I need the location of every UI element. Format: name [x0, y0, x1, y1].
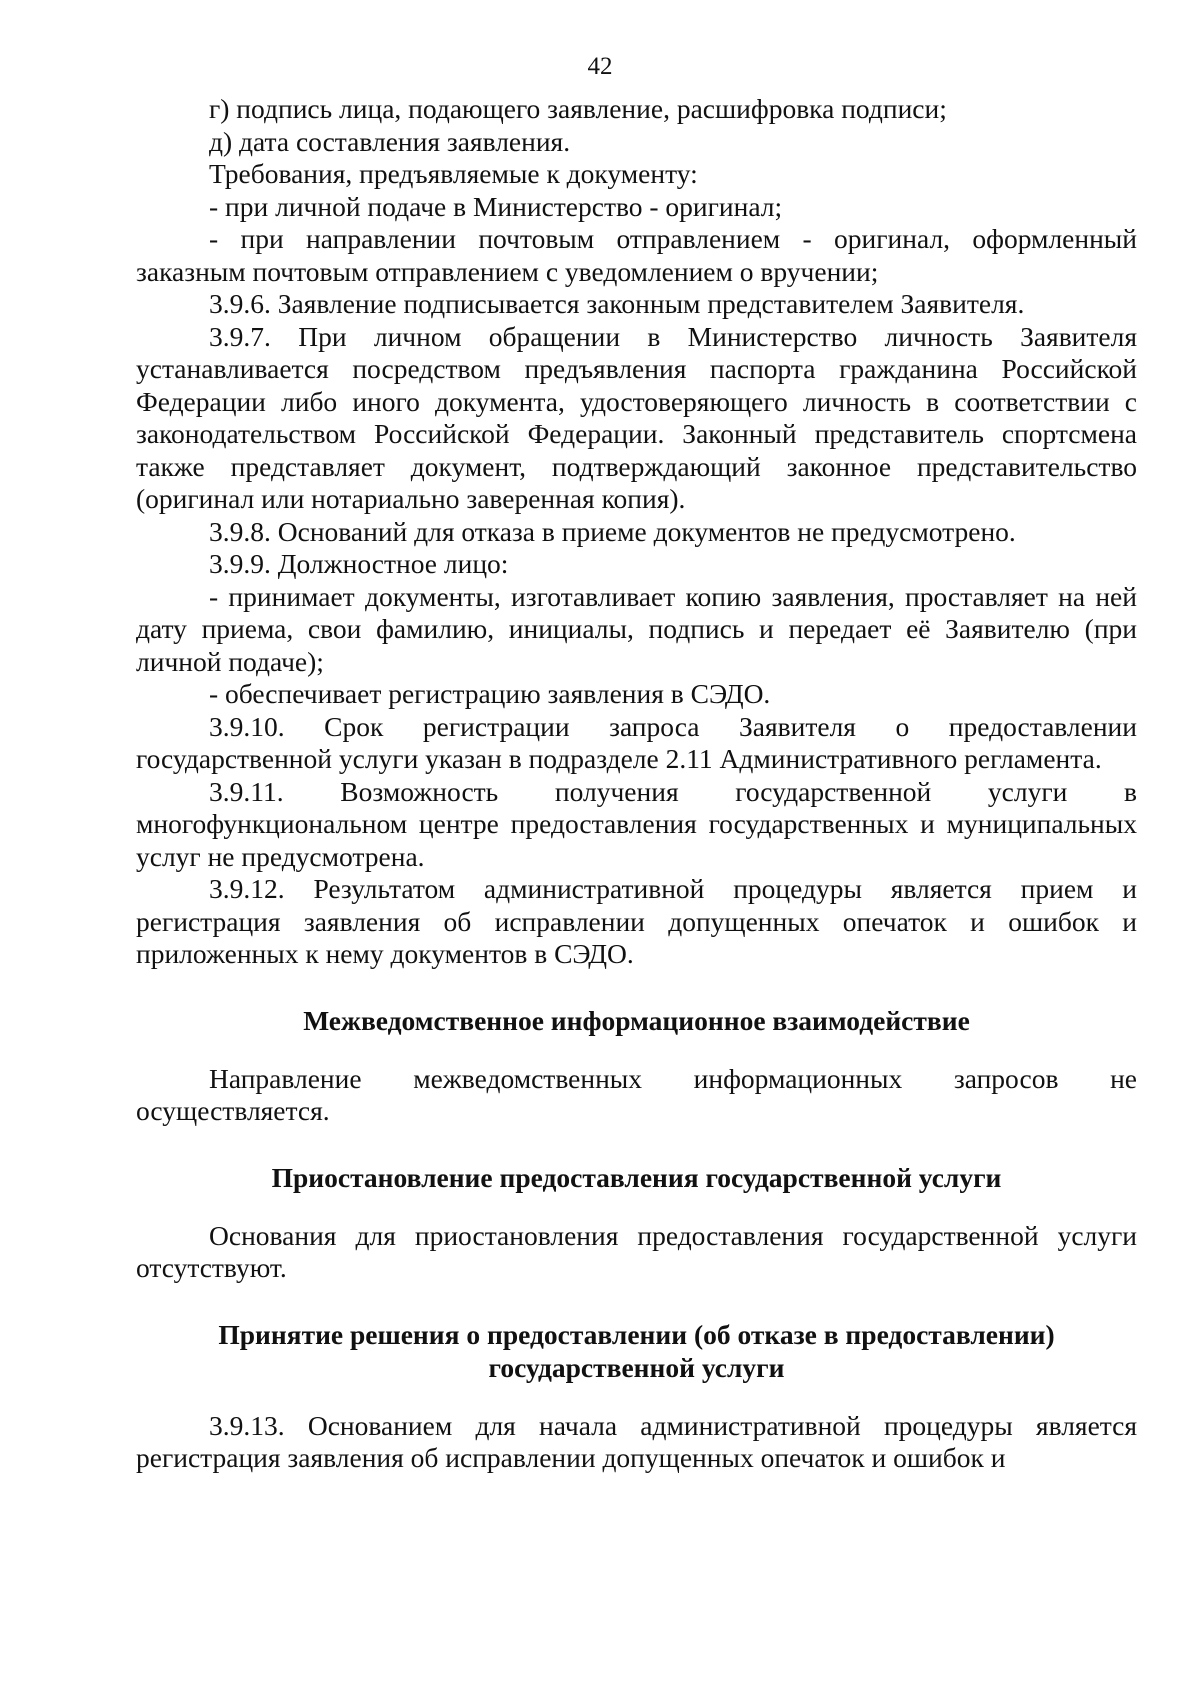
page-number: 42: [587, 53, 613, 80]
paragraph-by-post: - при направлении почтовым отправлением - оригинал, оформленный заказным почтовым отправлением с уведомлением о вручении;: [136, 223, 1137, 287]
heading-decision-line1: Принятие решения о предоставлении (об отказе в предоставлении): [218, 1318, 1055, 1350]
paragraph-3-9-12: 3.9.12. Результатом административной процедуры является прием и регистрация заявления об исправлении допущенных опечаток и ошибок и приложенных к нему документов в СЭДО.: [136, 873, 1137, 969]
paragraph-3-9-7: 3.9.7. При личном обращении в Министерство личность Заявителя устанавливается посредством предъявления паспорта гражданина Российской Федерации либо иного документа, удостоверяющего личность в соответствии с законодательством Российской Федерации. Законный представитель спортсмена также представляет документ, подтверждающий законное представительство (оригинал или нотариально заверенная копия).: [136, 320, 1137, 514]
paragraph-date: д) дата составления заявления.: [209, 125, 571, 157]
paragraph-3-9-13: 3.9.13. Основанием для начала административной процедуры является регистрация заявления об исправлении допущенных опечаток и ошибок и: [136, 1409, 1137, 1473]
spacer: [136, 971, 1137, 1004]
paragraph-3-9-9: 3.9.9. Должностное лицо:: [209, 548, 509, 579]
spacer: [136, 1194, 1137, 1220]
paragraph-interagency: Направление межведомственных информационных запросов не осуществляется.: [136, 1062, 1137, 1126]
spacer: [136, 1384, 1137, 1410]
paragraph-in-person: - при личной подаче в Министерство - оригинал;: [209, 190, 783, 222]
heading-suspension: Приостановление предоставления государственной услуги: [271, 1161, 1002, 1193]
spacer: [136, 1285, 1137, 1318]
paragraph-3-9-11: 3.9.11. Возможность получения государственной услуги в многофункциональном центре предоставления государственных и муниципальных услуг не предусмотрена.: [136, 775, 1137, 872]
paragraph-3-9-6: 3.9.6. Заявление подписывается законным представителем Заявителя.: [209, 288, 1025, 319]
paragraph-3-9-10: 3.9.10. Срок регистрации запроса Заявителя о предоставлении государственной услуги указан в подразделе 2.11 Административного регламента.: [136, 710, 1137, 774]
paragraph-requirements: Требования, предъявляемые к документу:: [209, 158, 698, 189]
spacer: [136, 1128, 1137, 1161]
paragraph-accepts-documents: - принимает документы, изготавливает копию заявления, проставляет на ней дату приема, свои фамилию, инициалы, подпись и передает её Заявителю (при личной подаче);: [136, 580, 1137, 677]
paragraph-3-9-8: 3.9.8. Оснований для отказа в приеме документов не предусмотрено.: [209, 515, 1016, 547]
paragraph-registration-sedo: - обеспечивает регистрацию заявления в СЭДО.: [209, 678, 771, 709]
paragraph-signature: г) подпись лица, подающего заявление, расшифровка подписи;: [209, 93, 947, 124]
heading-decision-line2: государственной услуги: [488, 1351, 785, 1383]
heading-interagency: Межведомственное информационное взаимодействие: [303, 1004, 970, 1036]
paragraph-suspension: Основания для приостановления предоставления государственной услуги отсутствуют.: [136, 1219, 1137, 1283]
spacer: [136, 1037, 1137, 1063]
document-body: [136, 93, 1137, 1475]
